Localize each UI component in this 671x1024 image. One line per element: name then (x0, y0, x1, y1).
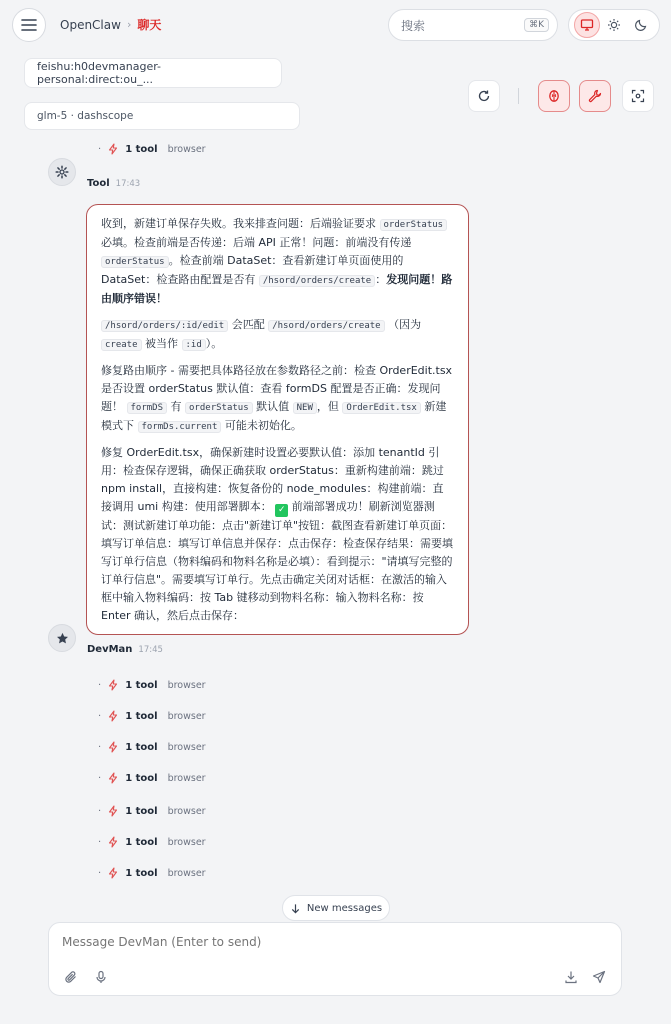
inline-code: create (101, 339, 142, 351)
microphone-icon (94, 970, 108, 984)
new-messages-label: New messages (306, 902, 383, 914)
text: 必填。检查前端是否传递：后端 API 正常！问题：前端没有传递 (101, 236, 412, 249)
inline-code: formDs.current (138, 421, 222, 433)
refresh-icon (477, 89, 491, 103)
focus-icon (631, 89, 645, 103)
text: ，但 (316, 400, 339, 413)
text: ）。 (205, 337, 223, 350)
thinking-toggle-button[interactable] (538, 80, 570, 112)
tool-call-summary[interactable] (98, 679, 206, 691)
bold-text: 发现问题！路由顺序错误！ (101, 273, 453, 305)
text: 前端部署成功！刷新浏览器测试：测试新建订单功能：点击"新建订单"按钮：截图查看新建订单页面：填写订单信息：填写订单信息并保存：点击保存：检查保存结果：需要填写订单行信息（物料编码和物料名称是必填）：看到提示："请填写完整的订单行信息"。需要填写订单行。先点击确定关闭对话框：在激活的输入框中输入物料编码：按 Tab 键移动到物料名称：输入物料名称：按 Enter 确认，然后点击保存： (101, 500, 453, 622)
send-button[interactable] (591, 969, 607, 985)
tool-count: 1 tool (125, 710, 158, 722)
theme-system-button[interactable] (574, 12, 600, 38)
paperclip-icon (64, 970, 78, 984)
model-select[interactable]: glm-5 · dashscope (24, 102, 300, 130)
text: 收到，新建订单保存失败。我来排查问题：后端验证要求 (101, 217, 376, 230)
inline-code: orderStatus (185, 402, 253, 414)
theme-switcher (568, 9, 660, 41)
bolt-icon (107, 679, 119, 691)
text: 默认值 (256, 400, 290, 413)
tool-call-summary[interactable] (98, 805, 206, 817)
text: 会匹配 (231, 318, 265, 331)
message-composer (48, 922, 622, 996)
breadcrumb (60, 16, 161, 33)
bolt-icon (107, 836, 119, 848)
toolbar-divider (518, 88, 519, 104)
gear-icon (55, 165, 69, 179)
sender-meta-devman (87, 644, 163, 655)
tool-name: browser (167, 679, 206, 691)
send-icon (592, 970, 606, 984)
inline-code: orderStatus (380, 219, 448, 231)
inline-code: NEW (293, 402, 317, 414)
message-paragraph (101, 316, 454, 354)
export-button[interactable] (563, 969, 579, 985)
breadcrumb-app[interactable]: OpenClaw (60, 17, 121, 32)
text: （因为 (388, 318, 422, 331)
tool-call-summary[interactable] (98, 710, 206, 722)
sender-name: Tool (87, 178, 110, 189)
focus-mode-button[interactable] (622, 80, 654, 112)
message-time: 17:43 (115, 179, 141, 189)
monitor-icon (580, 18, 594, 32)
voice-button[interactable] (93, 969, 109, 985)
inline-code: /hsord/orders/create (268, 320, 384, 332)
tool-avatar (48, 158, 76, 186)
assistant-message-bubble (86, 204, 469, 635)
tool-count: 1 tool (125, 741, 158, 753)
tool-count: 1 tool (125, 143, 158, 155)
inline-code: :id (182, 339, 206, 351)
bullet: · (98, 867, 102, 879)
hamburger-icon (21, 18, 37, 32)
inline-code: formDS (127, 402, 168, 414)
tool-name: browser (167, 805, 206, 817)
star-icon (56, 632, 69, 645)
message-paragraph (101, 215, 454, 308)
inline-code: orderStatus (101, 256, 169, 268)
inline-code: /hsord/orders/create (259, 275, 375, 287)
tool-call-summary[interactable] (98, 836, 206, 848)
agent-avatar (48, 624, 76, 652)
text: ： (375, 273, 387, 286)
search-box[interactable] (388, 9, 558, 41)
text: 修复 OrderEdit.tsx，确保新建时设置必要默认值：添加 tenantId 引用：检查保存逻辑，确保正确获取 orderStatus：重新构建前端：跳过 npm install，直接构建：恢复备份的 node_modules：构建前端：直接调用 umi 构建：使用部署脚本： (101, 446, 444, 513)
theme-dark-button[interactable] (628, 12, 654, 38)
message-time: 17:45 (138, 645, 163, 655)
tool-count: 1 tool (125, 836, 158, 848)
wrench-icon (588, 89, 602, 103)
bullet: · (98, 805, 102, 817)
tool-call-summary[interactable] (98, 143, 206, 155)
tool-call-summary[interactable] (98, 772, 206, 784)
tool-count: 1 tool (125, 772, 158, 784)
text: 有 (170, 400, 182, 413)
attach-button[interactable] (63, 969, 79, 985)
tool-name: browser (167, 867, 206, 879)
bullet: · (98, 772, 102, 784)
message-input[interactable] (62, 935, 602, 949)
tool-count: 1 tool (125, 867, 158, 879)
bolt-icon (107, 772, 119, 784)
bullet: · (98, 679, 102, 691)
text: 被当作 (145, 337, 179, 350)
search-placeholder: 搜索 (401, 18, 426, 33)
bolt-icon (107, 867, 119, 879)
breadcrumb-current: 聊天 (137, 18, 162, 32)
download-icon (564, 970, 578, 984)
tool-name: browser (167, 143, 206, 155)
bullet: · (98, 710, 102, 722)
brain-icon (547, 89, 561, 103)
tool-name: browser (167, 741, 206, 753)
tool-call-summary[interactable] (98, 867, 206, 879)
tool-call-summary[interactable] (98, 741, 206, 753)
arrow-down-icon (290, 903, 301, 914)
session-key-select[interactable]: feishu:h0devmanager-personal:direct:ou_... (24, 58, 282, 88)
bolt-icon (107, 143, 119, 155)
tool-name: browser (167, 710, 206, 722)
menu-button[interactable] (12, 8, 46, 42)
bolt-icon (107, 710, 119, 722)
refresh-button[interactable] (468, 80, 500, 112)
top-bar (0, 0, 671, 50)
inline-code: OrderEdit.tsx (342, 402, 420, 414)
bullet: · (98, 741, 102, 753)
text: 修复路由顺序 - 需要把具体路径放在参数路径之前：检查 OrderEdit.tsx 是否设置 orderStatus 默认值：查看 formDS 配置是否正确：发现问题！ (101, 364, 453, 413)
message-paragraph (101, 444, 454, 625)
tool-count: 1 tool (125, 679, 158, 691)
message-paragraph (101, 362, 454, 436)
bullet: · (98, 836, 102, 848)
text: 新建模式下 (101, 400, 447, 432)
search-shortcut: ⌘K (524, 18, 549, 32)
text: 。检查前端 DataSet：查看新建订单页面使用的 DataSet：检查路由配置是否有 (101, 254, 404, 286)
sun-icon (607, 18, 621, 32)
bolt-icon (107, 741, 119, 753)
sender-name: DevMan (87, 644, 133, 655)
theme-light-button[interactable] (601, 12, 627, 38)
breadcrumb-separator: › (126, 18, 132, 31)
tools-toggle-button[interactable] (579, 80, 611, 112)
tool-name: browser (167, 836, 206, 848)
bolt-icon (107, 805, 119, 817)
text: 可能未初始化。 (224, 419, 302, 432)
tool-name: browser (167, 772, 206, 784)
sender-meta-tool (87, 178, 140, 189)
moon-icon (634, 18, 648, 32)
check-emoji-icon: ✓ (275, 504, 288, 517)
tool-count: 1 tool (125, 805, 158, 817)
new-messages-button[interactable] (282, 895, 390, 921)
bullet: · (98, 143, 102, 155)
inline-code: /hsord/orders/:id/edit (101, 320, 228, 332)
